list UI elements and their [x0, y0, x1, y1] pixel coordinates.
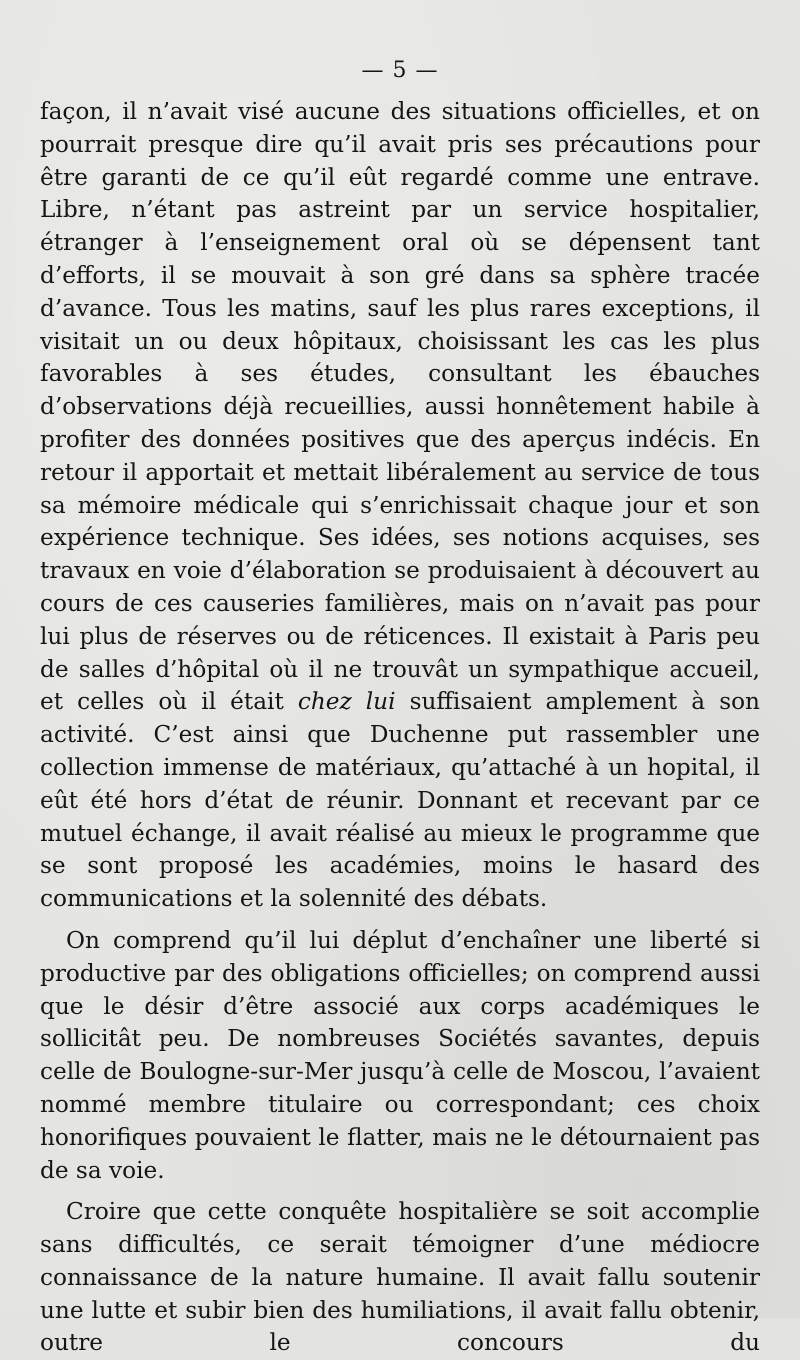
paragraph-1	[40, 96, 760, 916]
body-text	[40, 96, 760, 1360]
page-number: — 5 —	[361, 58, 439, 83]
paragraph-3: Croire que cette conquête hospitalière se soit accomplie sans difficultés, ce serait témoigner d’une médiocre connaissance de la nature humaine. Il avait fallu soutenir une lutte et subir bien des humiliations, il avait fallu obtenir, outre le concours du	[40, 1198, 760, 1357]
paragraph-1-text-after: suffisaient amplement à son activité. C’est ainsi que Duchenne put rassembler une collection immense de matériaux, qu’attaché à un hopital, il eût été hors d’état de réunir. Donnant et recevant par ce mutuel échange, il avait réalisé au mieux le programme que se sont proposé les académies, moins le hasard des communications et la solennité des débats.	[40, 688, 760, 913]
paragraph-1-emphasis: chez lui	[297, 688, 396, 716]
paragraph-1-text: façon, il n’avait visé aucune des situations officielles, et on pourrait presque dire qu’il avait pris ses précautions pour être garanti de ce qu’il eût regardé comme une entrave. Libre, n’étant pas astreint par un service hospitalier, étranger à l’enseignement oral où se dépensent tant d’efforts, il se mouvait à son gré dans sa sphère tracée d’avance. Tous les matins, sauf les plus rares exceptions, il visitait un ou deux hôpitaux, choisissant les cas les plus favorables à ses études, consultant les ébauches d’observations déjà recueillies, aussi honnêtement habile à profiter des données positives que des aperçus indécis. En retour il apportait et mettait libéralement au service de tous sa mémoire médicale qui s’enrichissait chaque jour et son expérience technique. Ses idées, ses notions acquises, ses travaux en voie d’élaboration se produisaient à découvert au cours de ces causeries familières, mais on n’avait pas pour lui plus de réserves ou de réticences. Il existait à Paris peu de salles d’hôpital où il ne trouvât un sympathique accueil, et celles où il était	[40, 98, 760, 716]
paragraph-2: On comprend qu’il lui déplut d’enchaîner une liberté si productive par des obligations officielles; on comprend aussi que le désir d’être associé aux corps académiques le sollicitât peu. De nombreuses Sociétés savantes, depuis celle de Boulogne-sur-Mer jusqu’à celle de Moscou, l’avaient nommé membre titulaire ou correspondant; ces choix honorifiques pouvaient le flatter, mais ne le détournaient pas de sa voie.	[40, 926, 760, 1184]
